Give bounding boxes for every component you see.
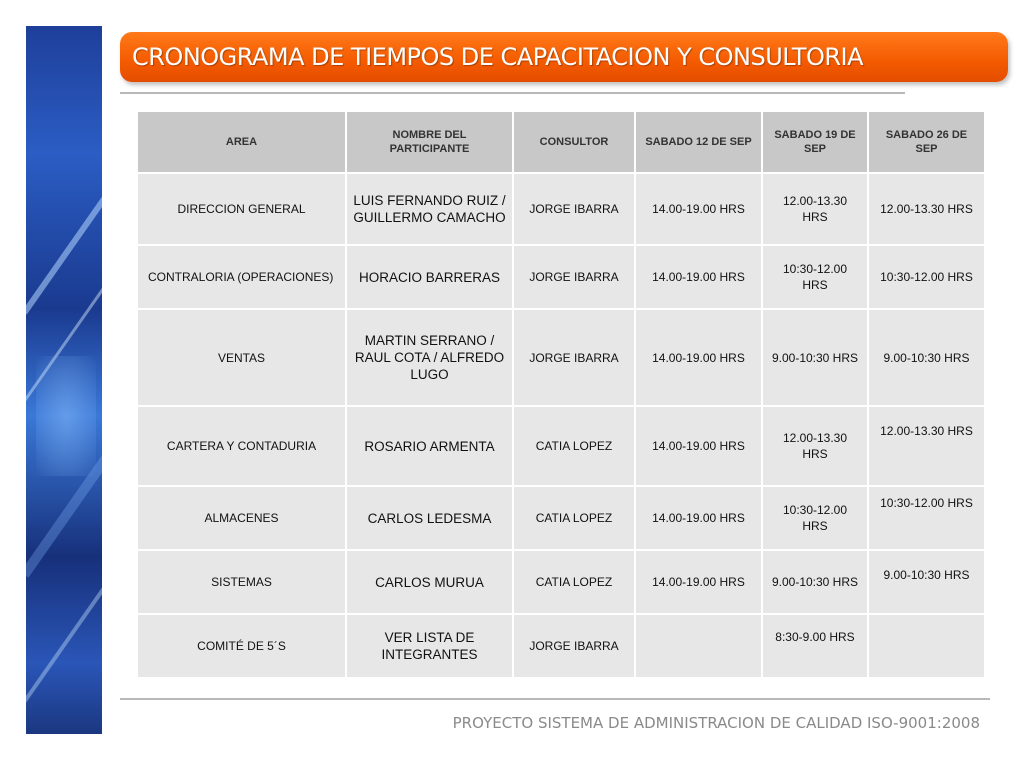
bottom-divider: [120, 698, 990, 700]
cell-sat-26: 9.00-10:30 HRS: [869, 551, 984, 613]
cell-sat-12: 14.00-19.00 HRS: [636, 407, 761, 485]
schedule-table: [136, 110, 986, 679]
cell-area: VENTAS: [138, 310, 345, 405]
table-row: [138, 310, 984, 405]
cell-sat-26: [869, 615, 984, 677]
cell-consultant: CATIA LOPEZ: [514, 407, 634, 485]
cell-consultant: JORGE IBARRA: [514, 246, 634, 308]
header-sat-19: SABADO 19 DE SEP: [763, 112, 867, 172]
cell-sat-19: 10:30-12.00 HRS: [763, 487, 867, 549]
header-sat-26: SABADO 26 DE SEP: [869, 112, 984, 172]
table-row: [138, 615, 984, 677]
title-banner: [120, 32, 1008, 82]
cell-sat-12: 14.00-19.00 HRS: [636, 310, 761, 405]
cell-area: CARTERA Y CONTADURIA: [138, 407, 345, 485]
cell-consultant: JORGE IBARRA: [514, 174, 634, 244]
cell-consultant: CATIA LOPEZ: [514, 487, 634, 549]
cell-area: ALMACENES: [138, 487, 345, 549]
cell-sat-19: 12.00-13.30 HRS: [763, 407, 867, 485]
cell-participant: CARLOS MURUA: [347, 551, 512, 613]
cell-sat-12: 14.00-19.00 HRS: [636, 174, 761, 244]
page-title: CRONOGRAMA DE TIEMPOS DE CAPACITACION Y CONSULTORIA: [132, 43, 864, 71]
cell-participant: HORACIO BARRERAS: [347, 246, 512, 308]
cell-sat-19: 12.00-13.30 HRS: [763, 174, 867, 244]
cell-participant: LUIS FERNANDO RUIZ / GUILLERMO CAMACHO: [347, 174, 512, 244]
table-row: [138, 174, 984, 244]
cell-sat-12: 14.00-19.00 HRS: [636, 487, 761, 549]
header-area: AREA: [138, 112, 345, 172]
cell-sat-26: 12.00-13.30 HRS: [869, 174, 984, 244]
cell-sat-12: 14.00-19.00 HRS: [636, 551, 761, 613]
table-header-row: [138, 112, 984, 172]
table-row: [138, 246, 984, 308]
cell-sat-12: 14.00-19.00 HRS: [636, 246, 761, 308]
table-row: [138, 487, 984, 549]
cell-sat-26: 10:30-12.00 HRS: [869, 246, 984, 308]
footer-text: PROYECTO SISTEMA DE ADMINISTRACION DE CALIDAD ISO-9001:2008: [452, 714, 980, 732]
cell-sat-26: 9.00-10:30 HRS: [869, 310, 984, 405]
cell-sat-19: 8:30-9.00 HRS: [763, 615, 867, 677]
cell-sat-12: [636, 615, 761, 677]
table-row: [138, 551, 984, 613]
light-streak: [26, 164, 102, 315]
cell-participant: MARTIN SERRANO / RAUL COTA / ALFREDO LUGO: [347, 310, 512, 405]
header-consultant: CONSULTOR: [514, 112, 634, 172]
cell-area: CONTRALORIA (OPERACIONES): [138, 246, 345, 308]
cell-consultant: JORGE IBARRA: [514, 615, 634, 677]
cell-area: COMITÉ DE 5´S: [138, 615, 345, 677]
cell-sat-26: 12.00-13.30 HRS: [869, 407, 984, 485]
cell-sat-19: 9.00-10:30 HRS: [763, 551, 867, 613]
cell-sat-19: 10:30-12.00 HRS: [763, 246, 867, 308]
table-row: [138, 407, 984, 485]
cell-sat-26: 10:30-12.00 HRS: [869, 487, 984, 549]
header-sat-12: SABADO 12 DE SEP: [636, 112, 761, 172]
decorative-side-band: [26, 26, 102, 734]
light-glow: [36, 356, 96, 476]
cell-sat-19: 9.00-10:30 HRS: [763, 310, 867, 405]
cell-consultant: JORGE IBARRA: [514, 310, 634, 405]
cell-participant: VER LISTA DE INTEGRANTES: [347, 615, 512, 677]
cell-participant: ROSARIO ARMENTA: [347, 407, 512, 485]
cell-consultant: CATIA LOPEZ: [514, 551, 634, 613]
cell-area: DIRECCION GENERAL: [138, 174, 345, 244]
top-divider: [120, 92, 905, 94]
cell-participant: CARLOS LEDESMA: [347, 487, 512, 549]
header-participant: NOMBRE DEL PARTICIPANTE: [347, 112, 512, 172]
light-streak: [26, 553, 102, 703]
cell-area: SISTEMAS: [138, 551, 345, 613]
